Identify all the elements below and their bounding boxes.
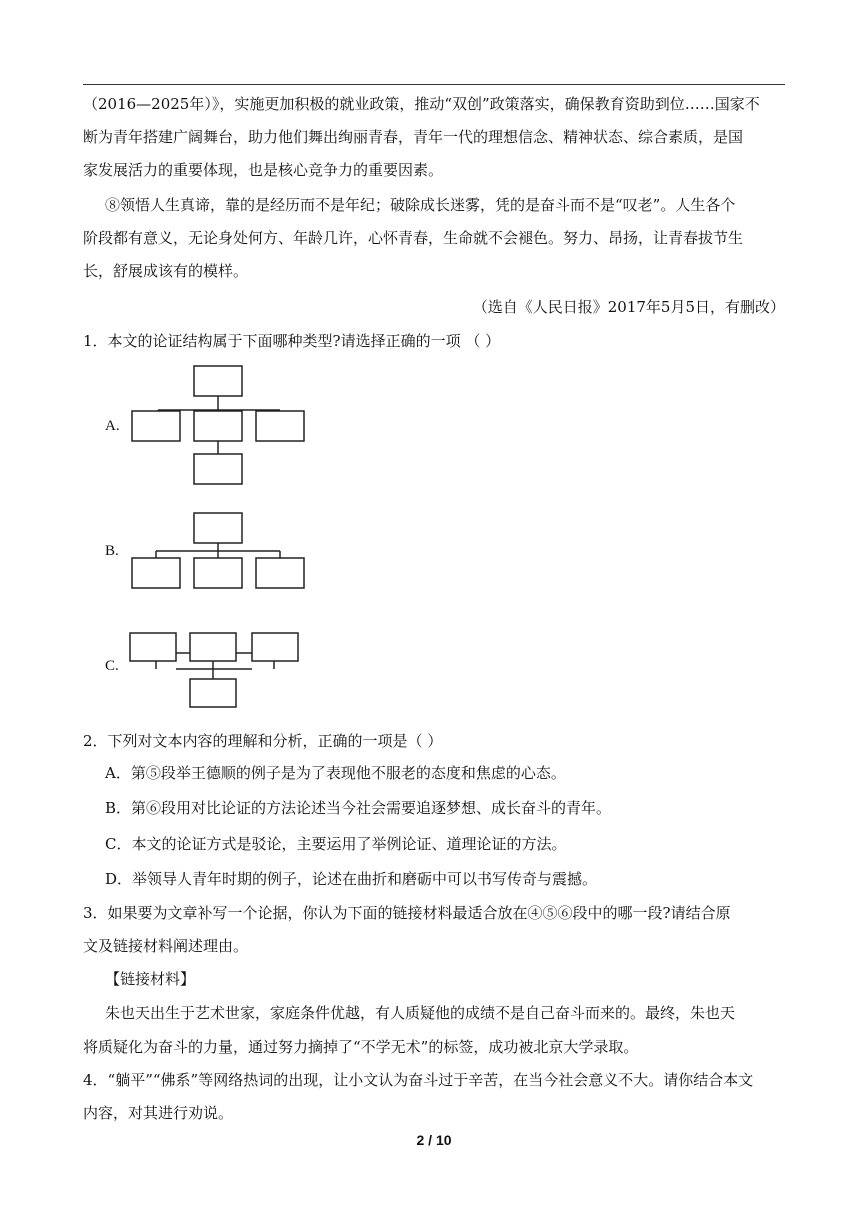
structure-diagram-a [128,364,308,488]
question-2-stem: 2．下列对文本内容的理解和分析，正确的一项是（ ） [83,732,443,750]
passage-line: 阶段都有意义，无论身处何方、年龄几许，心怀青春，生命就不会褪色。努力、昂扬，让青春拔节生 [83,229,744,247]
question-3-stem: 3．如果要为文章补写一个论据，你认为下面的链接材料最适合放在④⑤⑥段中的哪一段?请结合原 [83,904,731,922]
header-rule [83,84,785,85]
question-2-option-b[interactable]: B．第⑥段用对比论证的方法论述当今社会需要追逐梦想、成长奋斗的青年。 [105,799,612,817]
option-c-label[interactable]: C. [105,658,119,674]
passage-line: 家发展活力的重要体现，也是核心竞争力的重要因素。 [83,161,444,179]
passage-line: ⑧领悟人生真谛，靠的是经历而不是年纪；破除成长迷雾，凭的是奋斗而不是“叹老”。人生各个 [105,196,736,214]
structure-diagram-b [128,511,308,591]
question-2-option-d[interactable]: D．举领导人青年时期的例子，论述在曲折和磨砺中可以书写传奇与震撼。 [105,870,598,888]
question-3-stem: 文及链接材料阐述理由。 [83,937,249,955]
passage-line: 断为青年搭建广阔舞台，助力他们舞出绚丽青春，青年一代的理想信念、精神状态、综合素质，是国 [83,128,744,146]
material-line: 朱也天出生于艺术世家，家庭条件优越，有人质疑他的成绩不是自己奋斗而来的。最终，朱也天 [105,1004,736,1022]
question-4-stem: 内容，对其进行劝说。 [83,1104,234,1122]
option-a-label[interactable]: A. [105,418,120,434]
option-b-label[interactable]: B. [105,543,119,559]
page-number: 2 / 10 [416,1132,452,1148]
question-1-stem: 1．本文的论证结构属于下面哪种类型?请选择正确的一项 （ ） [83,332,501,350]
question-2-option-c[interactable]: C．本文的论证方式是驳论，主要运用了举例论证、道理论证的方法。 [105,835,567,853]
structure-diagram-c [128,631,308,711]
question-2-option-a[interactable]: A．第⑤段举王德顺的例子是为了表现他不服老的态度和焦虑的心态。 [105,764,566,782]
passage-line: （2016—2025年）》，实施更加积极的就业政策，推动“双创”政策落实，确保教育资助到位……国家不 [83,95,760,113]
question-4-stem: 4．“躺平”“佛系”等网络热词的出现，让小文认为奋斗过于辛苦，在当今社会意义不大。请你结合本文 [83,1071,754,1089]
material-line: 将质疑化为奋斗的力量，通过努力摘掉了“不学无术”的标签，成功被北京大学录取。 [83,1038,639,1056]
material-title: 【链接材料】 [105,970,196,988]
passage-line: 长，舒展成该有的模样。 [83,262,249,280]
passage-source: （选自《人民日报》2017年5月5日，有删改） [472,298,785,316]
